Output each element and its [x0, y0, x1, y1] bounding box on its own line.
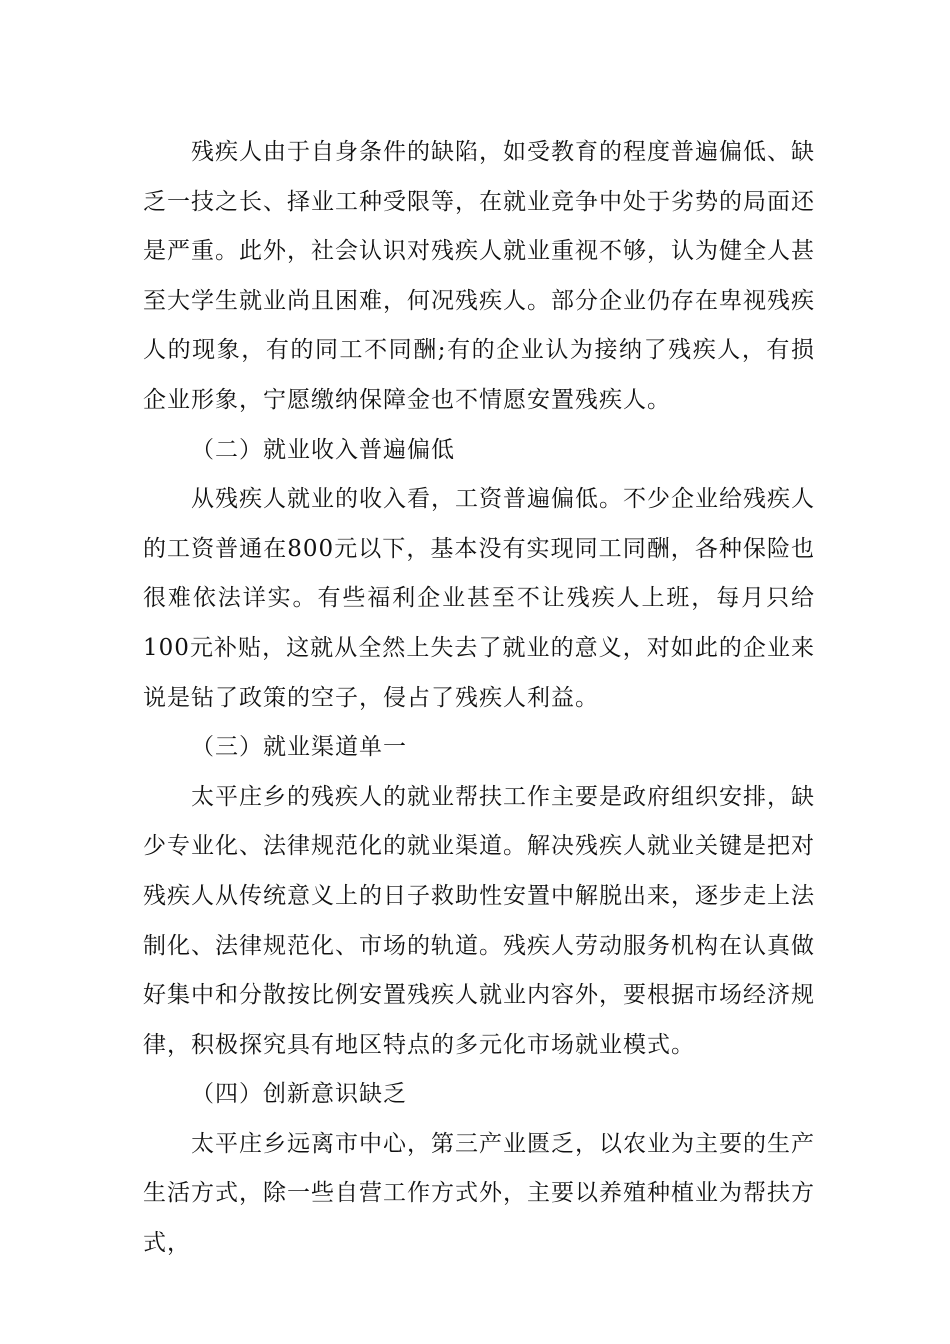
paragraph-employment-disadvantage: 残疾人由于自身条件的缺陷，如受教育的程度普遍偏低、缺乏一技之长、择业工种受限等，在就业竞争中处于劣势的局面还是严重。此外，社会认识对残疾人就业重视不够，认为健全人甚至大学生就业尚且困难，何况残疾人。部分企业仍存在卑视残疾人的现象，有的同工不同酬;有的企业认为接纳了残疾人，有损企业形象，宁愿缴纳保障金也不情愿安置残疾人。	[143, 139, 815, 413]
section-heading-single-channel: （三）就业渠道单一	[191, 734, 407, 761]
section-heading-low-income: （二）就业收入普遍偏低	[191, 436, 455, 463]
paragraph-low-income: 从残疾人就业的收入看，工资普遍偏低。不少企业给残疾人的工资普通在800元以下，基本没有实现同工同酬，各种保险也很难依法详实。有些福利企业甚至不让残疾人上班，每月只给100元补贴，这就从全然上失去了就业的意义，对如此的企业来说是钻了政策的空子，侵占了残疾人利益。	[143, 486, 815, 711]
paragraph-single-channel: 太平庄乡的残疾人的就业帮扶工作主要是政府组织安排，缺少专业化、法律规范化的就业渠道。解决残疾人就业关键是把对残疾人从传统意义上的日子救助性安置中解脱出来，逐步走上法制化、法律规范化、市场的轨道。残疾人劳动服务机构在认真做好集中和分散按比例安置残疾人就业内容外，要根据市场经济规律，积极探究具有地区特点的多元化市场就业模式。	[143, 783, 815, 1058]
document-body	[143, 128, 815, 1269]
paragraph-lack-innovation: 太平庄乡远离市中心，第三产业匮乏，以农业为主要的生产生活方式，除一些自营工作方式外，主要以养殖种植业为帮扶方式，	[143, 1130, 815, 1257]
section-heading-lack-innovation: （四）创新意识缺乏	[191, 1081, 407, 1108]
